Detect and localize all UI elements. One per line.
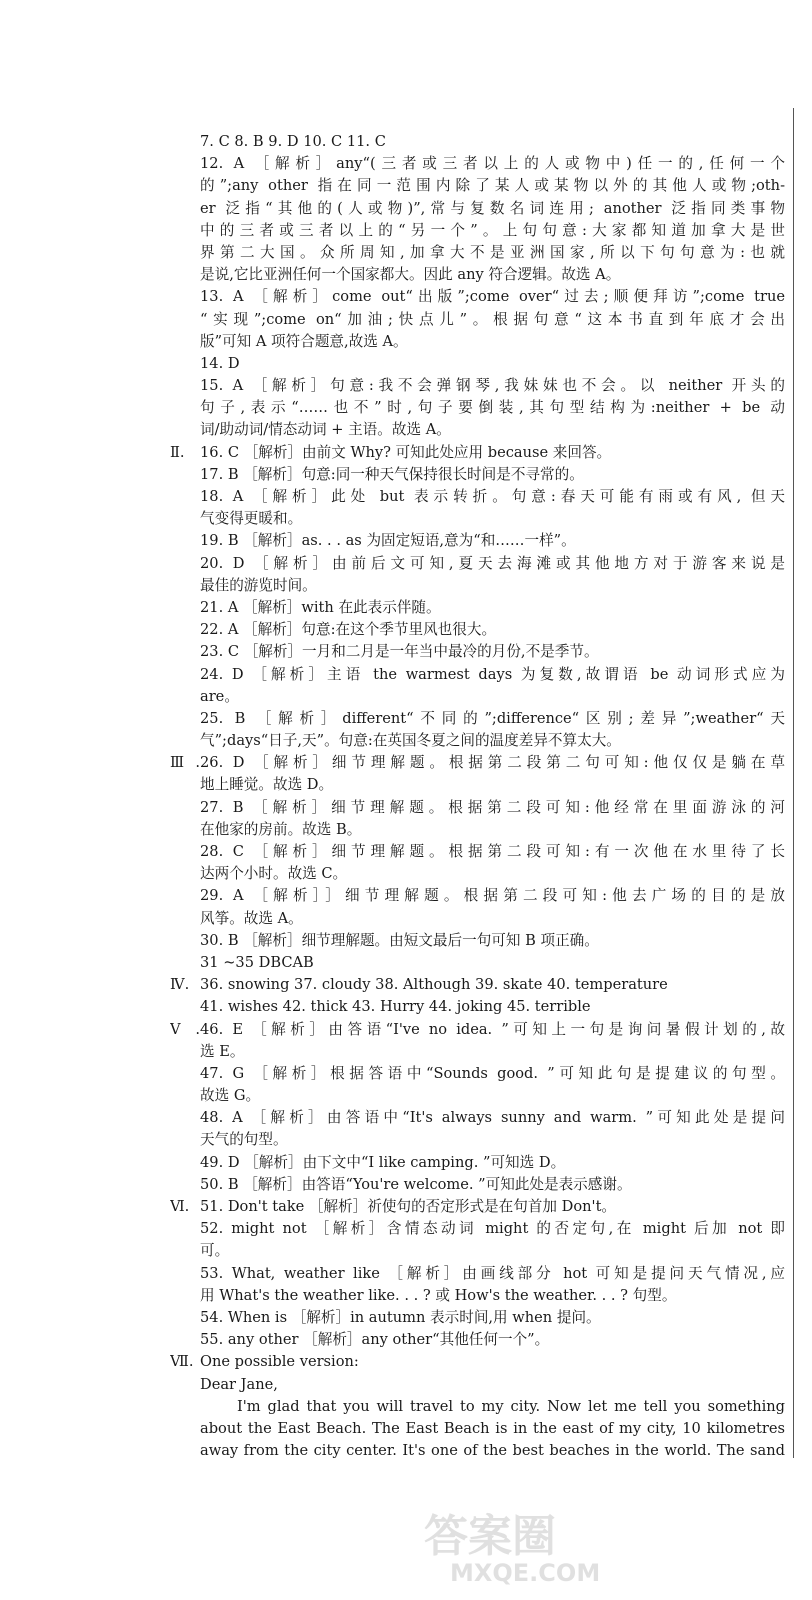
line-text: 用 What's the weather like. . . ? 或 How's the weather. . . ? 句型。 (200, 1286, 677, 1304)
line-text: 在他家的房前。故选 B。 (200, 820, 362, 838)
text-line (170, 996, 785, 1018)
text-line (170, 286, 785, 308)
line-text: are。 (200, 687, 239, 705)
line-text: 29. A ［解析］］细节理解题。根据第二段可知:他去广场的目的是放 (200, 887, 785, 905)
text-line (170, 375, 785, 397)
text-line (170, 1129, 785, 1151)
text-line (170, 220, 785, 242)
watermark-text: 答案圈 (424, 1511, 556, 1562)
line-text: 27. B ［解析］细节理解题。根据第二段可知:他经常在里面游泳的河 (200, 798, 785, 816)
line-text: 最佳的游览时间。 (200, 576, 317, 594)
text-line (170, 1396, 785, 1418)
line-text: 19. B ［解析］as. . . as 为固定短语,意为“和……一样”。 (200, 532, 576, 550)
text-line (170, 419, 785, 441)
line-text: 界第二大国。众所周知,加拿大不是亚洲国家,所以下句句意为:也就 (200, 243, 785, 261)
line-text: 中的三者或三者以上的“另一个”。上句句意:大家都知道加拿大是世 (200, 221, 785, 239)
text-line (170, 819, 785, 841)
text-line (170, 1263, 785, 1285)
line-text: 54. When is ［解析］in autumn 表示时间,用 when 提问。 (200, 1308, 601, 1326)
text-line (170, 530, 785, 552)
line-text: 18. A ［解析］此处 but 表示转折。句意:春天可能有雨或有风, 但天 (200, 488, 785, 505)
line-text: 51. Don't take ［解析］祈使句的否定形式是在句首加 Don't。 (200, 1198, 617, 1215)
section-number: Ⅶ. (170, 1353, 194, 1371)
text-line (170, 708, 785, 730)
line-text: 50. B ［解析］由答语“You're welcome. ”可知此处是表示感谢。 (200, 1175, 632, 1193)
section-number: Ⅳ. (170, 976, 190, 994)
line-text: 24. D ［解析］主语 the warmest days 为复数,故谓语 be 动词形式应为 (200, 665, 785, 683)
watermark-url: MXQE.COM (450, 1559, 601, 1585)
line-text: 49. D ［解析］由下文中“I like camping. ”可知选 D。 (200, 1153, 566, 1171)
text-line (170, 1019, 785, 1041)
text-line (170, 841, 785, 863)
text-line (170, 553, 785, 575)
text-line (170, 774, 785, 796)
text-line (170, 1307, 785, 1329)
text-line (170, 730, 785, 752)
line-text: 选 E。 (200, 1042, 245, 1060)
line-text: 的”;any other 指在同一范围内除了某人或某物以外的其他人或物;oth- (200, 177, 785, 195)
text-line (170, 1218, 785, 1240)
text-line (170, 664, 785, 686)
section-number: Ⅲ. (170, 754, 200, 772)
right-margin-rule (793, 108, 794, 1458)
text-line (170, 486, 785, 508)
line-text: 12. A ［解析］any“(三者或三者以上的人或物中)任一的,任何一个 (200, 155, 785, 173)
line-text: 风筝。故选 A。 (200, 909, 303, 927)
text-line (170, 1152, 785, 1174)
text-line (170, 397, 785, 419)
line-text: 48. A ［解析］由答语中“It's always sunny and warm. ”可知此处是提问 (200, 1109, 785, 1127)
text-line (170, 597, 785, 619)
text-line (170, 508, 785, 530)
text-line (170, 264, 785, 286)
text-line (170, 1285, 785, 1307)
text-line (170, 198, 785, 220)
line-text: 故选 G。 (200, 1087, 261, 1105)
line-text: 达两个小时。故选 C。 (200, 865, 348, 883)
line-text: 13. A ［解析］come out“出版”;come over“过去;顺便拜访”;come true (200, 288, 785, 306)
line-text: I'm glad that you will travel to my city. Now let me tell you something (237, 1397, 785, 1415)
text-line (170, 930, 785, 952)
line-text: 气”;days“日子,天”。句意:在英国冬夏之间的温度差异不算太大。 (200, 732, 621, 750)
text-line (170, 1329, 785, 1351)
text-line (170, 619, 785, 641)
line-text: away from the city center. It's one of the best beaches in the world. The sand (200, 1442, 785, 1460)
line-text: 41. wishes 42. thick 43. Hurry 44. joking 45. terrible (200, 998, 591, 1016)
line-text: 可。 (200, 1242, 230, 1260)
line-text: 14. D (200, 354, 240, 372)
line-text: 16. C ［解析］由前文 Why? 可知此处应用 because 来回答。 (200, 443, 612, 461)
line-text: 词/助动词/情态动词 + 主语。故选 A。 (200, 421, 451, 439)
text-line (170, 442, 785, 464)
text-line (170, 331, 785, 353)
text-line (170, 153, 785, 175)
line-text: 53. What, weather like ［解析］由画线部分 hot 可知是提问天气情况,应 (200, 1264, 785, 1282)
text-line (170, 1107, 785, 1129)
line-text: 17. B ［解析］句意:同一种天气保持很长时间是不寻常的。 (200, 465, 584, 483)
line-text: 15. A ［解析］句意:我不会弹钢琴,我妹妹也不会。以 neither 开头的 (200, 377, 785, 395)
line-text: 21. A ［解析］with 在此表示伴随。 (200, 598, 441, 616)
line-text: 20. D ［解析］由前后文可知,夏天去海滩或其他地方对于游客来说是 (200, 554, 785, 572)
text-line (170, 575, 785, 597)
section-number: Ⅱ. (170, 443, 185, 461)
text-line (170, 353, 785, 375)
text-line (170, 1085, 785, 1107)
text-line (170, 885, 785, 907)
line-text: 句子,表示“……也不”时,句子要倒装,其句型结构为:neither + be 动 (200, 399, 785, 417)
line-text: 版”可知 A 项符合题意,故选 A。 (200, 332, 408, 350)
line-text: 22. A ［解析］句意:在这个季节里风也很大。 (200, 621, 497, 639)
line-text: about the East Beach. The East Beach is in the east of my city, 10 kilometres (200, 1419, 785, 1437)
answer-key-content (170, 131, 785, 1462)
section-number: Ⅵ. (170, 1198, 190, 1215)
line-text: “实现”;come on“加油;快点儿”。根据句意“这本书直到年底才会出 (200, 310, 785, 328)
text-line (170, 1063, 785, 1085)
line-text: 52. might not ［解析］含情态动词 might 的否定句,在 might 后加 not 即 (200, 1220, 785, 1238)
text-line (170, 309, 785, 331)
line-text: 气变得更暖和。 (200, 510, 303, 528)
text-line (170, 752, 785, 774)
line-text: 36. snowing 37. cloudy 38. Although 39. skate 40. temperature (200, 976, 668, 994)
text-line (170, 1240, 785, 1262)
text-line (170, 1351, 785, 1373)
text-line (170, 1440, 785, 1462)
section-number: Ⅴ. (170, 1020, 200, 1038)
line-text: 23. C ［解析］一月和二月是一年当中最冷的月份,不是季节。 (200, 643, 599, 661)
text-line (170, 464, 785, 486)
text-line (170, 242, 785, 264)
line-text: 26. D ［解析］细节理解题。根据第二段第二句可知:他仅仅是躺在草 (200, 754, 785, 772)
line-text: 是说,它比亚洲任何一个国家都大。因此 any 符合逻辑。故选 A。 (200, 266, 621, 284)
line-text: One possible version: (200, 1353, 359, 1371)
line-text: 46. E ［解析］由答语“I've no idea. ”可知上一句是询问暑假计划的,故 (200, 1020, 785, 1038)
text-line (170, 1041, 785, 1063)
line-text: 30. B ［解析］细节理解题。由短文最后一句可知 B 项正确。 (200, 931, 599, 949)
line-text: 25. B ［解析］different“不同的”;difference“区别;差异”;weather“天 (200, 709, 785, 727)
text-line (170, 974, 785, 996)
line-text: 天气的句型。 (200, 1131, 288, 1149)
watermark-logo (420, 1505, 780, 1585)
text-line (170, 1174, 785, 1196)
line-text: 47. G ［解析］根据答语中“Sounds good. ”可知此句是提建议的句型。 (200, 1064, 785, 1082)
text-line (170, 863, 785, 885)
text-line (170, 686, 785, 708)
line-text: Dear Jane, (200, 1375, 278, 1393)
text-line (170, 1196, 785, 1218)
line-text: 7. C 8. B 9. D 10. C 11. C (200, 133, 386, 150)
text-line (170, 952, 785, 974)
text-line (170, 797, 785, 819)
text-line (170, 1418, 785, 1440)
text-line (170, 175, 785, 197)
line-text: er 泛指“其他的(人或物)”,常与复数名词连用; another 泛指同类事物 (200, 199, 785, 217)
line-text: 地上睡觉。故选 D。 (200, 776, 334, 794)
line-text: 55. any other ［解析］any other“其他任何一个”。 (200, 1331, 550, 1349)
line-text: 28. C ［解析］细节理解题。根据第二段可知:有一次他在水里待了长 (200, 843, 785, 860)
text-line (170, 908, 785, 930)
text-line (170, 131, 785, 153)
text-line (170, 1374, 785, 1396)
line-text: 31 ~35 DBCAB (200, 953, 314, 971)
text-line (170, 641, 785, 663)
